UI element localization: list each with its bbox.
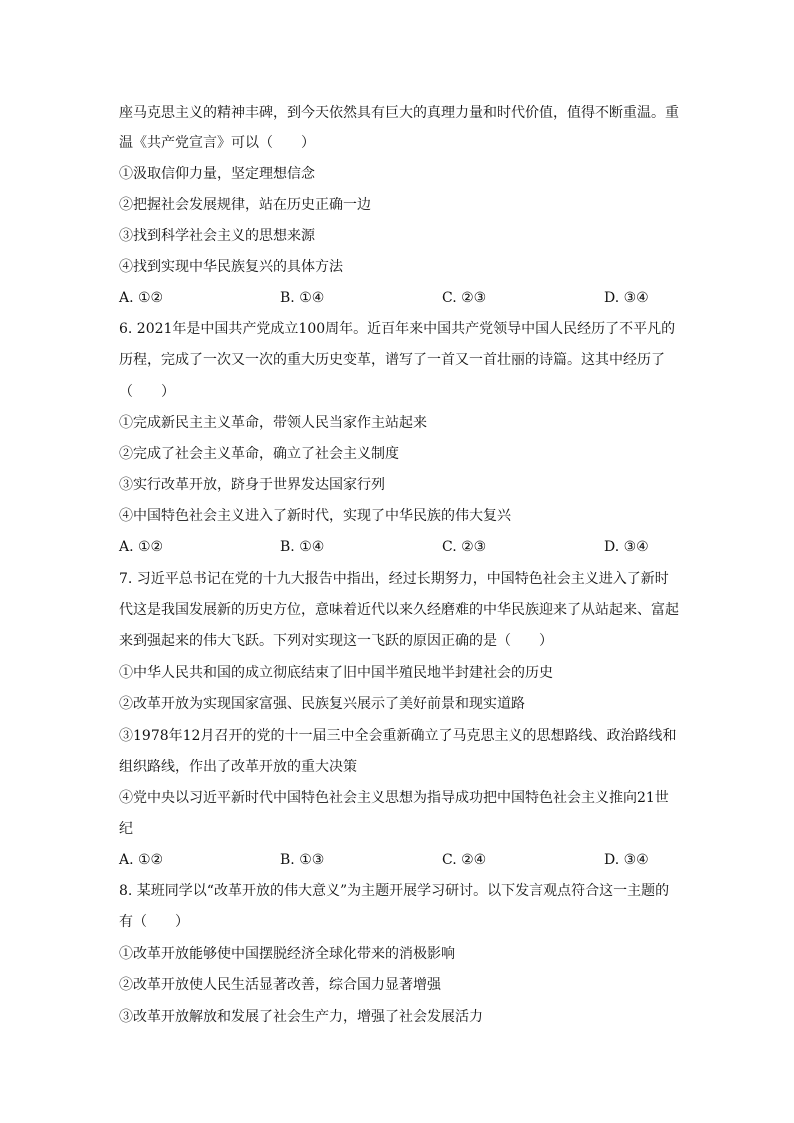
q5-option-a: A. ①② xyxy=(119,290,164,306)
q8-item-2: ②改革开放使人民生活显著改善，综合国力显著增强 xyxy=(119,977,441,993)
q5-item-3: ③找到科学社会主义的思想来源 xyxy=(119,228,315,244)
q5-item-1: ①汲取信仰力量，坚定理想信念 xyxy=(119,166,315,182)
q5-option-c: C. ②③ xyxy=(442,290,487,306)
q7-stem-line-3: 来到强起来的伟大飞跃。下列对实现这一飞跃的原因正确的是（ ） xyxy=(119,633,553,649)
q7-item-2: ②改革开放为实现国家富强、民族复兴展示了美好前景和现实道路 xyxy=(119,696,525,712)
q7-option-b: B. ①③ xyxy=(280,852,325,868)
q6-option-b: B. ①④ xyxy=(280,539,325,555)
q6-item-2: ②完成了社会主义革命，确立了社会主义制度 xyxy=(119,446,399,462)
q6-stem-line-1: 6. 2021年是中国共产党成立100周年。近百年来中国共产党领导中国人民经历了不平凡的 xyxy=(119,321,676,337)
q7-item-3-continued: 组织路线，作出了改革开放的重大决策 xyxy=(119,759,357,775)
q5-stem-line-1: 座马克思主义的精神丰碑，到今天依然具有巨大的真理力量和时代价值，值得不断重温。重 xyxy=(119,105,679,121)
q6-item-4: ④中国特色社会主义进入了新时代，实现了中华民族的伟大复兴 xyxy=(119,508,511,524)
q8-item-1: ①改革开放能够使中国摆脱经济全球化带来的消极影响 xyxy=(119,946,455,962)
q5-option-d: D. ③④ xyxy=(604,290,649,306)
q6-stem-line-3: （ ） xyxy=(119,384,175,400)
q7-item-3: ③1978年12月召开的党的十一届三中全会重新确立了马克思主义的思想路线、政治路线和 xyxy=(119,728,677,744)
q6-option-c: C. ②③ xyxy=(442,539,487,555)
q7-stem-line-1: 7. 习近平总书记在党的十九大报告中指出，经过长期努力，中国特色社会主义进入了新时 xyxy=(119,571,669,587)
q7-option-c: C. ②④ xyxy=(442,852,487,868)
q5-stem-line-2: 温《共产党宣言》可以（ ） xyxy=(119,135,315,151)
q8-stem-line-2: 有（ ） xyxy=(119,914,189,930)
q7-option-d: D. ③④ xyxy=(604,852,649,868)
q6-stem-line-2: 历程，完成了一次又一次的重大历史变革，谱写了一首又一首壮丽的诗篇。这其中经历了 xyxy=(119,352,665,368)
q5-option-b: B. ①④ xyxy=(280,290,325,306)
q7-option-a: A. ①② xyxy=(119,852,164,868)
q5-item-2: ②把握社会发展规律，站在历史正确一边 xyxy=(119,197,371,213)
q7-item-4-continued: 纪 xyxy=(119,821,133,837)
q8-stem-line-1: 8. 某班同学以“改革开放的伟大意义”为主题开展学习研讨。以下发言观点符合这一主题的 xyxy=(119,883,670,899)
q8-item-3: ③改革开放解放和发展了社会生产力，增强了社会发展活力 xyxy=(119,1009,483,1025)
q7-item-4: ④党中央以习近平新时代中国特色社会主义思想为指导成功把中国特色社会主义推向21世 xyxy=(119,790,669,806)
q6-option-d: D. ③④ xyxy=(604,539,649,555)
q6-option-a: A. ①② xyxy=(119,539,164,555)
q5-item-4: ④找到实现中华民族复兴的具体方法 xyxy=(119,259,343,275)
q6-item-3: ③实行改革开放，跻身于世界发达国家行列 xyxy=(119,477,385,493)
q7-item-1: ①中华人民共和国的成立彻底结束了旧中国半殖民地半封建社会的历史 xyxy=(119,665,553,681)
q7-stem-line-2: 代这是我国发展新的历史方位，意味着近代以来久经磨难的中华民族迎来了从站起来、富起 xyxy=(119,602,679,618)
q6-item-1: ①完成新民主主义革命，带领人民当家作主站起来 xyxy=(119,415,427,431)
